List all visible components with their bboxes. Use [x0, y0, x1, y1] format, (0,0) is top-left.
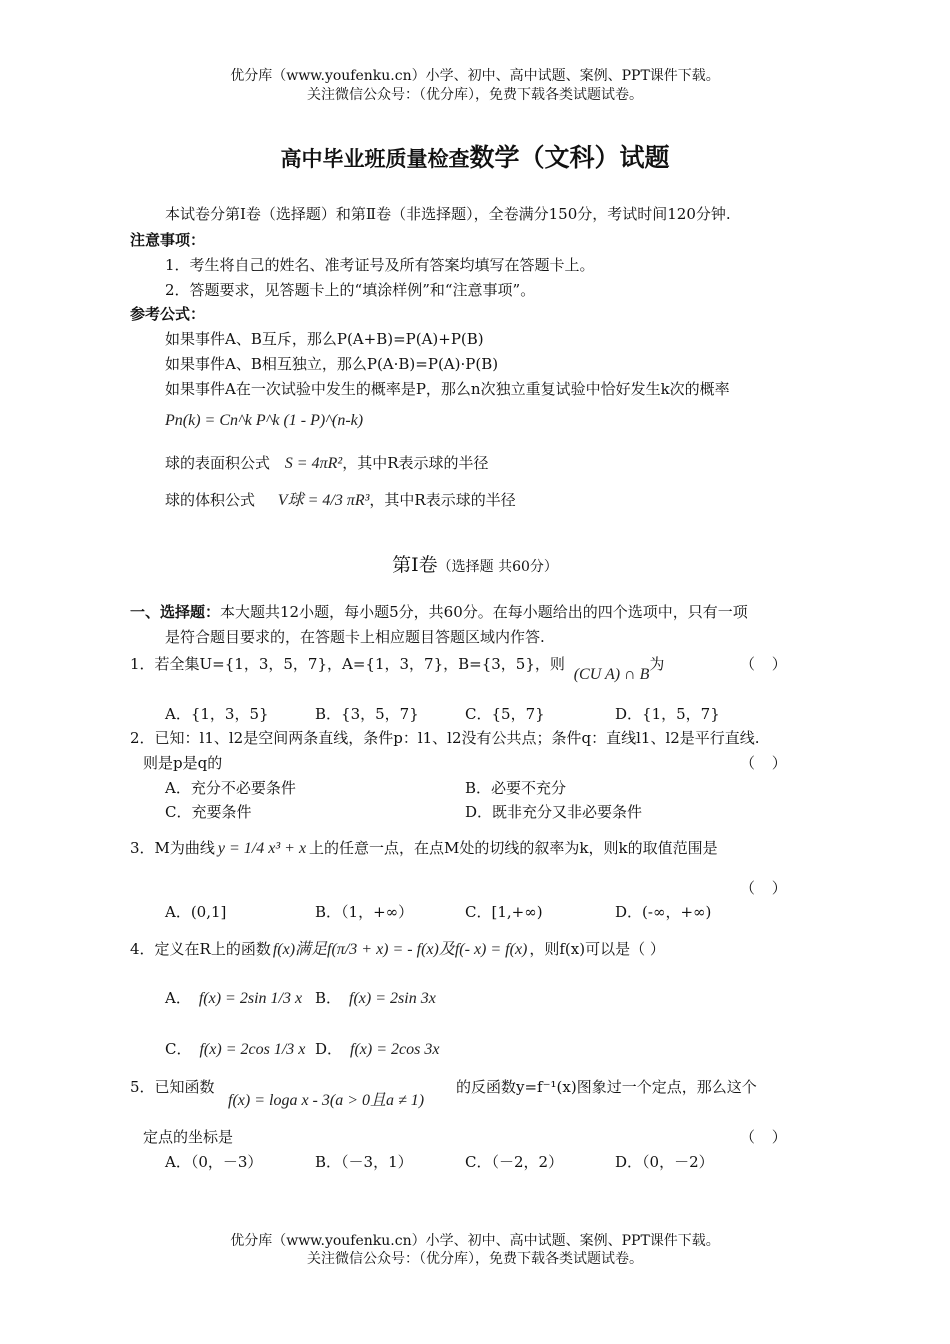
q2-option-d: D．既非充分又非必要条件: [465, 803, 643, 821]
q4-option-d-formula: f(x) = 2cos 3x: [350, 1041, 440, 1058]
q4-option-b-label: B．: [315, 989, 342, 1007]
q2-answer-paren: （ ）: [740, 754, 793, 772]
q4-option-a-label: A．: [165, 989, 191, 1007]
title-prefix: 高中毕业班质量检查: [280, 147, 470, 171]
q5-stem-2: 定点的坐标是: [143, 1128, 234, 1146]
sphere-volume-row: [165, 487, 516, 510]
part-1-instructions: [130, 601, 748, 622]
sphere-area-formula: S = 4πR²: [284, 455, 343, 472]
q3-option-b: B．（1，+∞）: [315, 903, 414, 921]
q1-option-d: D．{1，5，7}: [615, 705, 720, 723]
q2-stem: 2．已知：l1、l2是空间两条直线，条件p：l1、l2没有公共点；条件q：直线l1、l2是平行直线.: [130, 729, 760, 747]
q4-option-b-formula: f(x) = 2sin 3x: [349, 990, 436, 1007]
section-1-subtitle: （选择题 共60分）: [437, 559, 558, 575]
q5-option-c: C．（－2，2）: [465, 1153, 564, 1171]
q4-option-a-formula: f(x) = 2sin 1/3 x: [198, 990, 303, 1007]
q4-tail: ，则f(x)可以是（ ）: [529, 940, 665, 958]
part-1-line-2: 是符合题目要求的，在答题卡上相应题目答题区域内作答.: [165, 628, 545, 646]
formula-bernoulli-text: 如果事件A在一次试验中发生的概率是P，那么n次独立重复试验中恰好发生k次的概率: [165, 380, 730, 398]
q4-option-c: [165, 1038, 305, 1059]
q4-stem: 4．定义在R上的函数: [130, 940, 271, 958]
question-5: [130, 1076, 215, 1097]
notice-heading: 注意事项：: [130, 231, 206, 249]
sphere-area-note: ，其中R表示球的半径: [342, 454, 489, 472]
q4-option-c-label: C．: [165, 1040, 192, 1058]
q3-stem: 3．M为曲线: [130, 839, 215, 857]
q2-option-b: B．必要不充分: [465, 779, 567, 797]
q3-option-d: D．(-∞，+∞): [615, 903, 712, 921]
q3-option-a: A．(0,1]: [165, 903, 227, 921]
sphere-area-label: 球的表面积公式: [165, 454, 271, 472]
q1-answer-paren: （ ）: [740, 655, 793, 673]
q5-answer-paren: （ ）: [740, 1128, 793, 1146]
q1-stem: 1．若全集U={1，3，5，7}，A={1，3，7}，B={3，5}，则: [130, 655, 565, 673]
footer-line-1: 优分库（www.youfenku.cn）小学、初中、高中试题、案例、PPT课件下载。: [230, 1233, 720, 1249]
sphere-volume-label: 球的体积公式: [165, 491, 256, 509]
sphere-volume-formula: V球 = 4/3 πR³: [277, 492, 370, 509]
q1-option-a: A．{1，3，5}: [165, 705, 269, 723]
header-line-2: 关注微信公众号：（优分库），免费下载各类试题试卷。: [307, 87, 643, 103]
formula-mutex: 如果事件A、B互斥，那么P(A+B)=P(A)+P(B): [165, 330, 484, 348]
question-4: [130, 936, 665, 959]
formula-independent: 如果事件A、B相互独立，那么P(A·B)=P(A)·P(B): [165, 355, 499, 373]
section-1-title: [0, 550, 950, 577]
q3-answer-paren: （ ）: [740, 879, 793, 897]
q2-option-a: A．充分不必要条件: [165, 779, 296, 797]
q3-tail: 上的任意一点，在点M处的切线的叙率为k，则k的取值范围是: [309, 839, 718, 857]
q4-option-d: [315, 1038, 439, 1059]
q4-option-b: [315, 987, 436, 1008]
part-1-line-1: 本大题共12小题，每小题5分，共60分。在每小题给出的四个选项中，只有一项: [220, 603, 748, 621]
footer-line-2: 关注微信公众号：（优分库），免费下载各类试题试卷。: [307, 1251, 643, 1267]
title-subject: 数学（文科）试题: [469, 143, 670, 172]
formula-bernoulli: Pn(k) = Cn^k P^k (1 - P)^(n-k): [165, 412, 364, 429]
q1-formula: (CU A) ∩ B: [573, 666, 650, 683]
q3-formula: y = 1/4 x³ + x: [217, 840, 307, 857]
q5-option-a: A．（0，－3）: [165, 1153, 263, 1171]
notice-item-1: 1．考生将自己的姓名、准考证号及所有答案均填写在答题卡上。: [165, 256, 595, 274]
q5-stem: 5．已知函数: [130, 1078, 215, 1096]
header-line-1: 优分库（www.youfenku.cn）小学、初中、高中试题、案例、PPT课件下载。: [230, 68, 720, 84]
q4-option-d-label: D．: [315, 1040, 343, 1058]
q4-option-a: [165, 987, 302, 1008]
notice-item-2: 2．答题要求，见答题卡上的“填涂样例”和“注意事项”。: [165, 281, 536, 299]
q3-option-c: C．[1,+∞): [465, 903, 543, 921]
section-1-label: 第Ⅰ卷: [392, 554, 438, 576]
q5-formula: f(x) = loga x - 3(a > 0且a ≠ 1): [228, 1092, 425, 1109]
q5-tail: 的反函数y=f⁻¹(x)图象过一个定点，那么这个: [456, 1078, 757, 1096]
q4-option-c-formula: f(x) = 2cos 1/3 x: [199, 1041, 306, 1058]
question-1: [130, 653, 665, 683]
q2-option-c: C．充要条件: [165, 803, 252, 821]
sphere-volume-note: ，其中R表示球的半径: [369, 491, 516, 509]
q1-option-c: C．{5，7}: [465, 705, 545, 723]
q2-stem-2: 则是p是q的: [143, 754, 223, 772]
part-1-label: 一、选择题：: [130, 603, 221, 621]
formulas-heading: 参考公式：: [130, 305, 206, 323]
question-3: [130, 837, 718, 858]
sphere-area-row: [165, 452, 488, 473]
q5-option-d: D．（0，－2）: [615, 1153, 714, 1171]
q5-option-b: B．（－3，1）: [315, 1153, 413, 1171]
q1-tail: 为: [649, 655, 665, 673]
q1-option-b: B．{3，5，7}: [315, 705, 419, 723]
page-title: [0, 138, 950, 174]
q4-formula: f(x)满足f(π/3 + x) = - f(x)及f(- x) = f(x): [272, 941, 528, 958]
intro-text: 本试卷分第Ⅰ卷（选择题）和第Ⅱ卷（非选择题），全卷满分150分，考试时间120分钟.: [165, 205, 731, 223]
